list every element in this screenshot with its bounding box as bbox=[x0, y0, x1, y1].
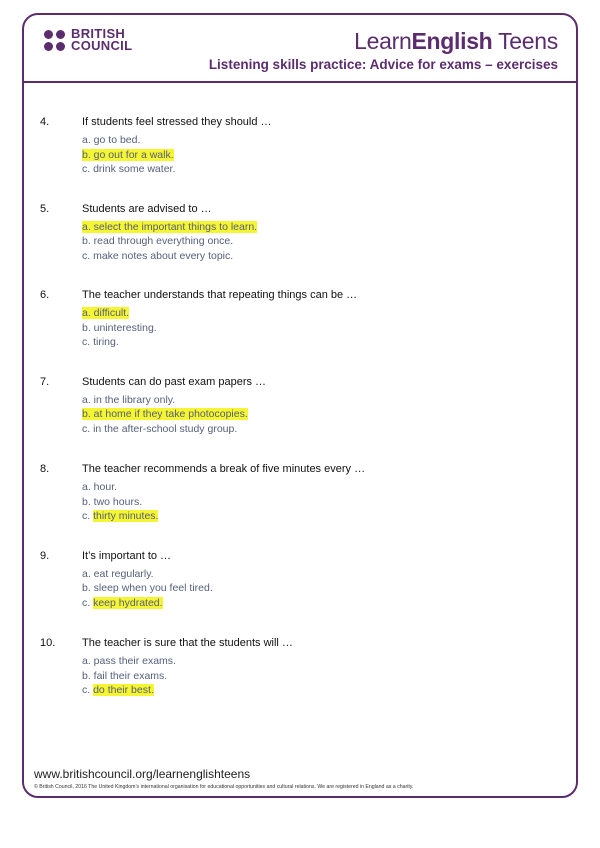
learnenglish-teens-brand bbox=[354, 28, 558, 55]
answer-options bbox=[82, 133, 560, 177]
question-number: 10. bbox=[40, 637, 56, 649]
answer-options bbox=[82, 654, 560, 698]
question-text: Students are advised to … bbox=[82, 202, 212, 215]
answer-highlight: a. difficult. bbox=[82, 307, 130, 319]
logo-line-2: COUNCIL bbox=[71, 38, 133, 53]
question-text: The teacher is sure that the students will … bbox=[82, 637, 293, 649]
answer-option-highlighted bbox=[82, 220, 560, 235]
question-list bbox=[40, 90, 560, 698]
question-number: 6. bbox=[40, 289, 50, 301]
question-item bbox=[40, 544, 560, 611]
question-number: 5. bbox=[40, 202, 50, 215]
answer-option: b. read through everything once. bbox=[82, 235, 234, 247]
answer-option-highlighted bbox=[82, 407, 560, 422]
answer-option-highlighted: c. thirty minutes. bbox=[82, 510, 159, 522]
question-item bbox=[40, 197, 560, 264]
answer-option: a. pass their exams. bbox=[82, 655, 176, 667]
brand-regular: Learn bbox=[354, 28, 412, 54]
header-divider bbox=[24, 81, 576, 83]
question-item bbox=[40, 370, 560, 437]
answer-options bbox=[82, 393, 560, 437]
answer-option: c. drink some water. bbox=[82, 163, 176, 175]
answer-option-highlighted: c. keep hydrated. bbox=[82, 596, 163, 609]
answer-option: a. go to bed. bbox=[82, 134, 141, 146]
answer-options bbox=[82, 567, 560, 611]
british-council-dots-icon bbox=[44, 30, 65, 51]
answer-option: c. make notes about every topic. bbox=[82, 249, 234, 262]
answer-option-highlighted bbox=[82, 148, 560, 163]
question-item bbox=[40, 457, 560, 524]
answer-options bbox=[82, 220, 560, 264]
footer-url[interactable]: www.britishcouncil.org/learnenglishteens bbox=[34, 767, 251, 781]
answer-options bbox=[82, 306, 560, 350]
answer-option: b. two hours. bbox=[82, 495, 143, 508]
question-text: It’s important to … bbox=[82, 549, 172, 562]
answer-option: b. sleep when you feel tired. bbox=[82, 582, 213, 594]
answer-option: a. hour. bbox=[82, 481, 118, 493]
question-number: 8. bbox=[40, 463, 50, 475]
british-council-logo bbox=[44, 28, 132, 52]
answer-option: b. fail their exams. bbox=[82, 669, 168, 682]
answer-options bbox=[82, 480, 560, 524]
answer-highlight: thirty minutes. bbox=[93, 510, 159, 522]
answer-highlight: do their best. bbox=[93, 684, 154, 696]
question-item bbox=[40, 631, 560, 698]
question-text: Students can do past exam papers … bbox=[82, 375, 267, 388]
question-text: If students feel stressed they should … bbox=[82, 116, 272, 128]
question-item bbox=[40, 283, 560, 350]
answer-highlight: a. select the important things to learn. bbox=[82, 220, 258, 233]
answer-option-highlighted bbox=[82, 306, 560, 321]
footer-copyright: © British Council, 2016 The United Kingdom’s international organisation for educational opportunities and cultural relations. We are registered in England as a charity. bbox=[34, 784, 414, 790]
answer-option: a. in the library only. bbox=[82, 393, 176, 406]
question-number: 4. bbox=[40, 116, 50, 128]
question-number: 9. bbox=[40, 549, 50, 562]
brand-bold: English bbox=[411, 28, 493, 54]
answer-option: c. tiring. bbox=[82, 336, 119, 348]
question-number: 7. bbox=[40, 375, 50, 388]
answer-highlight: keep hydrated. bbox=[93, 596, 163, 609]
answer-highlight: b. at home if they take photocopies. bbox=[82, 408, 248, 420]
answer-highlight: b. go out for a walk. bbox=[82, 148, 174, 161]
answer-option: c. in the after-school study group. bbox=[82, 422, 238, 435]
answer-option: a. eat regularly. bbox=[82, 567, 154, 580]
question-text: The teacher understands that repeating things can be … bbox=[82, 289, 358, 301]
document-title: Listening skills practice: Advice for exams – exercises bbox=[208, 57, 558, 72]
brand-tail: Teens bbox=[492, 28, 558, 54]
answer-option-highlighted: c. do their best. bbox=[82, 684, 154, 696]
answer-option: b. uninteresting. bbox=[82, 321, 157, 334]
logo-line-1: BRITISH bbox=[71, 26, 126, 41]
question-text: The teacher recommends a break of five minutes every … bbox=[82, 463, 366, 475]
question-item bbox=[40, 110, 560, 177]
